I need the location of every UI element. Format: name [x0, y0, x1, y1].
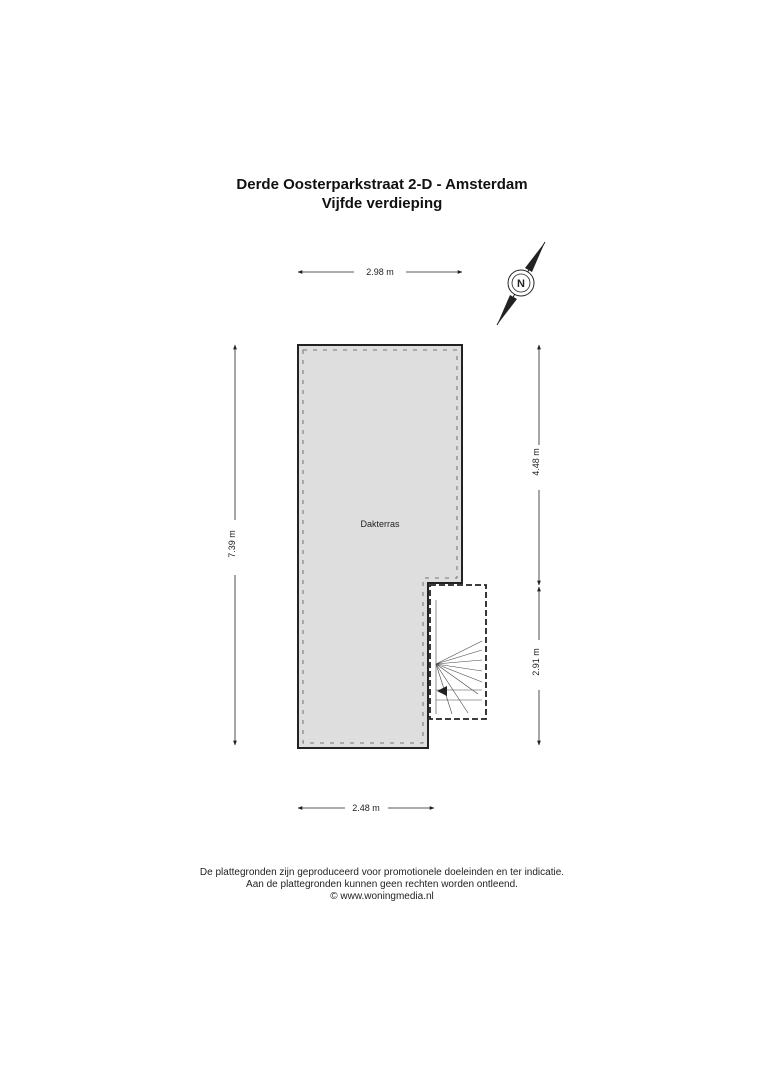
- staircase: [430, 585, 486, 719]
- dimension-left-label: 7.39 m: [227, 530, 237, 558]
- dimension-right-lower-label: 2.91 m: [531, 648, 541, 676]
- dimension-top-label: 2.98 m: [366, 267, 394, 277]
- dimension-left-height: [227, 345, 237, 745]
- dimension-bottom-label: 2.48 m: [352, 803, 380, 813]
- disclaimer-line-1: De plattegronden zijn geproduceerd voor promotionele doeleinden en ter indicatie.: [199, 867, 565, 878]
- dimension-top-width: [298, 267, 462, 277]
- plan-title: Derde Oosterparkstraat 2-D - Amsterdam: [236, 176, 528, 193]
- floor-name: Vijfde verdieping: [321, 195, 443, 212]
- dimension-bottom-width: [298, 803, 434, 813]
- copyright-text: © www.woningmedia.nl: [330, 891, 434, 902]
- dimension-right-upper: [531, 345, 541, 585]
- room-label-dakterras: Dakterras: [360, 519, 400, 529]
- dimension-right-lower: [531, 587, 541, 745]
- north-compass-icon: [497, 242, 545, 325]
- dimension-right-upper-label: 4.48 m: [531, 448, 541, 476]
- compass-label: N: [517, 278, 525, 290]
- disclaimer-line-2: Aan de plattegronden kunnen geen rechten worden ontleend.: [246, 879, 518, 890]
